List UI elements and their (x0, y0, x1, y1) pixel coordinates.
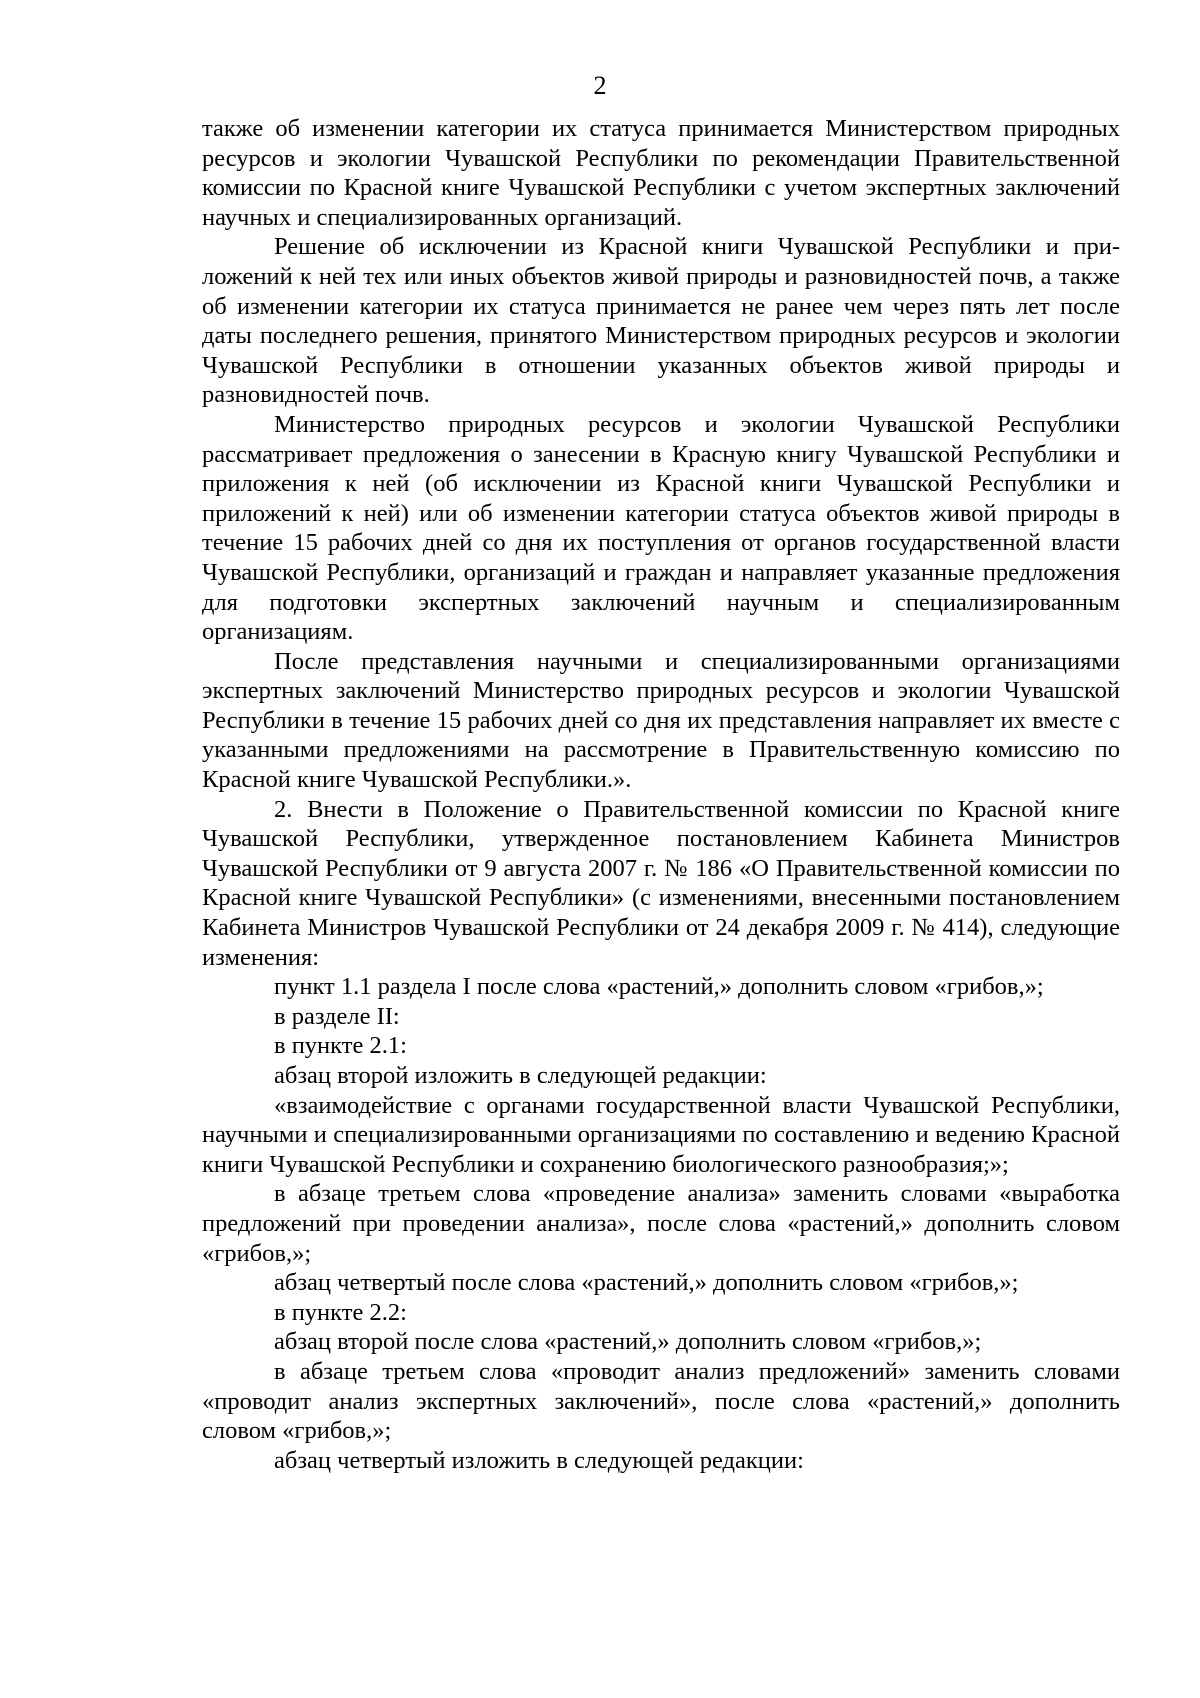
paragraph-expert-conclusions: После представления научными и специализированными организациями экспертных заключений Министерство природных ресурсов и экологии Чувашской Республики в течение 15 рабочих дней со дня их представления направляет их вместе с указанными предложениями на рассмотрение в Правительственную комиссию по Красной книге Чувашской Республики.». (202, 647, 1120, 794)
paragraph-quoted-text: «взаимодействие с органами государственной власти Чувашской Республики, научными и специализированными организациями по составлению и ведению Красной книги Чувашской Республики и сохранению биологического разнообразия;»; (202, 1091, 1120, 1178)
paragraph-third-abzac-2-2: в абзаце третьем слова «проводит анализ предложений» заменить словами «проводит анализ экспертных заключений», после слова «растений,» дополнить словом «грибов,»; (202, 1357, 1120, 1445)
paragraph-point-2-1: в пункте 2.1: (274, 1032, 407, 1060)
paragraph-second-abzac: абзац второй изложить в следующей редакции: (274, 1062, 767, 1089)
paragraph-point-2-2: в пункте 2.2: (274, 1298, 407, 1326)
paragraph-item-2: 2. Внести в Положение о Правительственной комиссии по Красной книге Чувашской Республики, утвержденное постановлением Кабинета Министров Чувашской Республики от 9 августа 2007 г. № 186 «О Правительственной комиссии по Красной книге Чувашской Республики» (с изменениями, внесенными постановлением Кабинета Министров Чувашской Республики от 24 декабря 2009 г. № 414), следующие изменения: (202, 795, 1120, 971)
paragraph-fourth-abzac-2-2: абзац четвертый изложить в следующей редакции: (274, 1446, 804, 1474)
paragraph-third-abzac: в абзаце третьем слова «проведение анализа» заменить словами «выработка предложений при проведении анализа», после слова «растений,» дополнить словом «грибов,»; (202, 1180, 1120, 1267)
paragraph-second-abzac-2-2: абзац второй после слова «растений,» дополнить словом «грибов,»; (274, 1328, 982, 1356)
paragraph-amendment-1-1: пункт 1.1 раздела I после слова «растений,» дополнить словом «грибов,»; (274, 973, 1044, 1001)
paragraph-fourth-abzac: абзац четвертый после слова «растений,» дополнить словом «грибов,»; (274, 1269, 1019, 1297)
paragraph-ministry-review: Министерство природных ресурсов и экологии Чувашской Республики рассматривает предложения о занесении в Красную книгу Чувашской Республики и приложения к ней (об исключении из Красной книги Чувашской Республики и приложений к ней) или об изменении категории статуса объектов живой природы в течение 15 рабочих дней со дня их поступления от органов государственной власти Чувашской Республики, организаций и граждан и направляет указанные предложения для подготовки экспертных заключений научным и специализированным организациям. (202, 410, 1120, 646)
paragraph-exclusion-decision: Решение об исключении из Красной книги Чувашской Республики и приложений к ней тех или иных объектов живой природы и разновидностей почв, а также об изменении категории их статуса принимается не ранее чем через пять лет после даты последнего решения, принятого Министерством природных ресурсов и экологии Чувашской Республики в отношении указанных объектов живой природы и разновидностей почв. (202, 233, 1120, 409)
paragraph-section-2: в разделе II: (274, 1002, 400, 1030)
document-body (202, 114, 1120, 1475)
paragraph-continuation: также об изменении категории их статуса принимается Министерством природных ресурсов и экологии Чувашской Республики по рекомендации Правительственной комиссии по Красной книге Чувашской Республики с учетом экспертных заключений научных и специализированных организаций. (202, 115, 1120, 231)
page-number: 2 (593, 71, 607, 100)
